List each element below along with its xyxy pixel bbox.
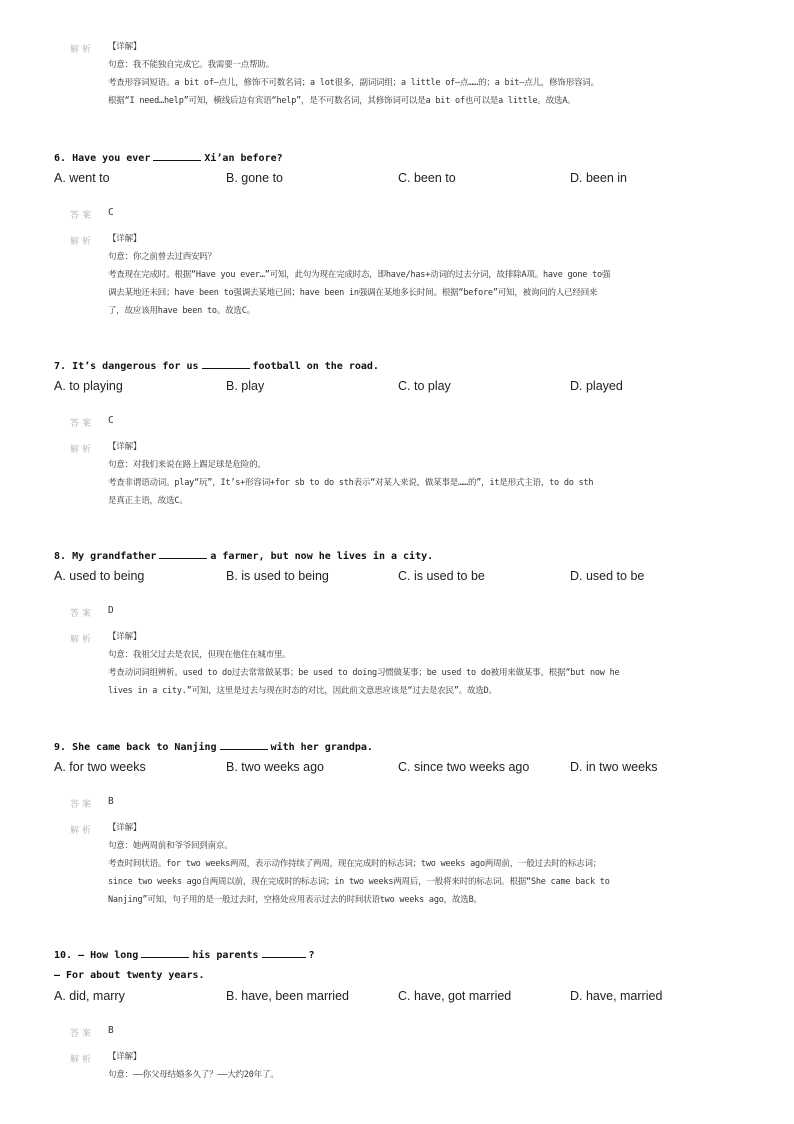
analysis-line: 根据“I need…help”可知，横线后边有宾语“help”，是不可数名词，其修饰词可以是a bit of也可以是a little。故选A。 <box>108 96 576 106</box>
analysis-line: lives in a city.”可知，这里是过去与现在时态的对比，因此前文意思应该是“过去是农民”。故选D。 <box>108 686 497 696</box>
answer-blank <box>141 948 189 958</box>
option-d: D. have, married <box>570 989 663 1003</box>
option-c: C. have, got married <box>398 989 512 1003</box>
answer-value: C <box>108 415 114 426</box>
answer-value: B <box>108 796 114 807</box>
options-row <box>54 989 754 1007</box>
analysis-line: 调去某地还未回；have been to强调去某地已回；have been in强调在某地多长时间。根据“before”可知，被询问的人已经回来 <box>108 288 598 298</box>
analysis-label: 解析 <box>70 45 95 55</box>
options-row <box>54 569 754 587</box>
question-stem: 9. She came back to Nanjing with her grandpa. <box>54 742 373 753</box>
answer-label: 答案 <box>70 1029 95 1039</box>
analysis-text <box>108 38 728 110</box>
option-d: D. in two weeks <box>570 760 658 774</box>
analysis-line: 考查时间状语。for two weeks两周，表示动作持续了两周，现在完成时的标志词；two weeks ago两周前，一般过去时的标志词； <box>108 859 602 869</box>
option-c: C. been to <box>398 171 456 185</box>
analysis-line: 句意：我祖父过去是农民，但现在他住在城市里。 <box>108 650 291 660</box>
analysis-label: 解析 <box>70 826 95 836</box>
detail-tag: 【详解】 <box>108 632 142 642</box>
detail-tag: 【详解】 <box>108 823 142 833</box>
option-a: A. did, marry <box>54 989 125 1003</box>
detail-tag: 【详解】 <box>108 42 142 52</box>
options-row <box>54 379 754 397</box>
answer-label: 答案 <box>70 211 95 221</box>
option-c: C. is used to be <box>398 569 485 583</box>
option-c: C. since two weeks ago <box>398 760 530 774</box>
analysis-line: 句意：她两周前和爷爷回到南京。 <box>108 841 233 851</box>
answer-label: 答案 <box>70 609 95 619</box>
option-b: B. gone to <box>226 171 283 185</box>
question-stem: 8. My grandfather a farmer, but now he lives in a city. <box>54 551 434 562</box>
option-d: D. been in <box>570 171 627 185</box>
analysis-line: 考查非谓语动词。play“玩”，It’s+形容词+for sb to do sth表示“对某人来说，做某事是……的”，it是形式主语，to do sth <box>108 478 594 488</box>
option-d: D. used to be <box>570 569 645 583</box>
answer-value: B <box>108 1025 114 1036</box>
options-row <box>54 171 754 189</box>
option-a: A. for two weeks <box>54 760 146 774</box>
answer-label: 答案 <box>70 800 95 810</box>
analysis-line: 句意：你之前曾去过西安吗？ <box>108 252 216 262</box>
analysis-label: 解析 <box>70 635 95 645</box>
analysis-line: 是真正主语，故选C。 <box>108 496 188 506</box>
option-a: A. to playing <box>54 379 123 393</box>
analysis-text <box>108 438 728 510</box>
detail-tag: 【详解】 <box>108 442 142 452</box>
option-a: A. went to <box>54 171 110 185</box>
analysis-line: 句意：——你父母结婚多久了？——大约20年了。 <box>108 1070 279 1080</box>
detail-tag: 【详解】 <box>108 234 142 244</box>
detail-tag: 【详解】 <box>108 1052 142 1062</box>
answer-blank <box>220 740 268 750</box>
answer-blank <box>159 549 207 559</box>
analysis-label: 解析 <box>70 237 95 247</box>
options-row <box>54 760 754 778</box>
analysis-line: 考查动词词组辨析。used to do过去常常做某事；be used to doing习惯做某事；be used to do被用来做某事。根据“but now he <box>108 668 620 678</box>
option-a: A. used to being <box>54 569 145 583</box>
analysis-label: 解析 <box>70 445 95 455</box>
analysis-line: 句意：对我们来说在路上踢足球是危险的。 <box>108 460 266 470</box>
analysis-line: 考查形容词短语。a bit of—点儿，修饰不可数名词；a lot很多，副词词组；a little of—点……的；a bit—点儿，修饰形容词。 <box>108 78 599 88</box>
analysis-text <box>108 819 728 909</box>
answer-blank <box>262 948 306 958</box>
answer-value: C <box>108 207 114 218</box>
analysis-text <box>108 230 728 320</box>
option-b: B. is used to being <box>226 569 329 583</box>
answer-label: 答案 <box>70 419 95 429</box>
option-c: C. to play <box>398 379 451 393</box>
option-b: B. play <box>226 379 265 393</box>
analysis-line: 考查现在完成时。根据“Have you ever…”可知，此句为现在完成时态，即have/has+动词的过去分词，故排除A项。have gone to强 <box>108 270 611 280</box>
question-reply: — For about twenty years. <box>54 970 205 981</box>
analysis-line: since two weeks ago自两周以前，现在完成时的标志词；in two weeks两周后，一般将来时的标志词。根据“She came back to <box>108 877 610 887</box>
question-stem: 10. — How long his parents ? <box>54 950 315 961</box>
answer-blank <box>153 151 201 161</box>
option-b: B. have, been married <box>226 989 349 1003</box>
analysis-line: 句意：我不能独自完成它。我需要一点帮助。 <box>108 60 275 70</box>
analysis-label: 解析 <box>70 1055 95 1065</box>
question-stem: 6. Have you ever Xi’an before? <box>54 153 283 164</box>
question-stem: 7. It’s dangerous for us football on the road. <box>54 361 379 372</box>
option-d: D. played <box>570 379 623 393</box>
analysis-text <box>108 1048 728 1084</box>
answer-value: D <box>108 605 114 616</box>
answer-blank <box>202 359 250 369</box>
analysis-line: Nanjing”可知，句子用的是一般过去时，空格处应用表示过去的时间状语two weeks ago，故选B。 <box>108 895 482 905</box>
analysis-line: 了，故应该用have been to。故选C。 <box>108 306 255 316</box>
analysis-text <box>108 628 728 700</box>
option-b: B. two weeks ago <box>226 760 324 774</box>
